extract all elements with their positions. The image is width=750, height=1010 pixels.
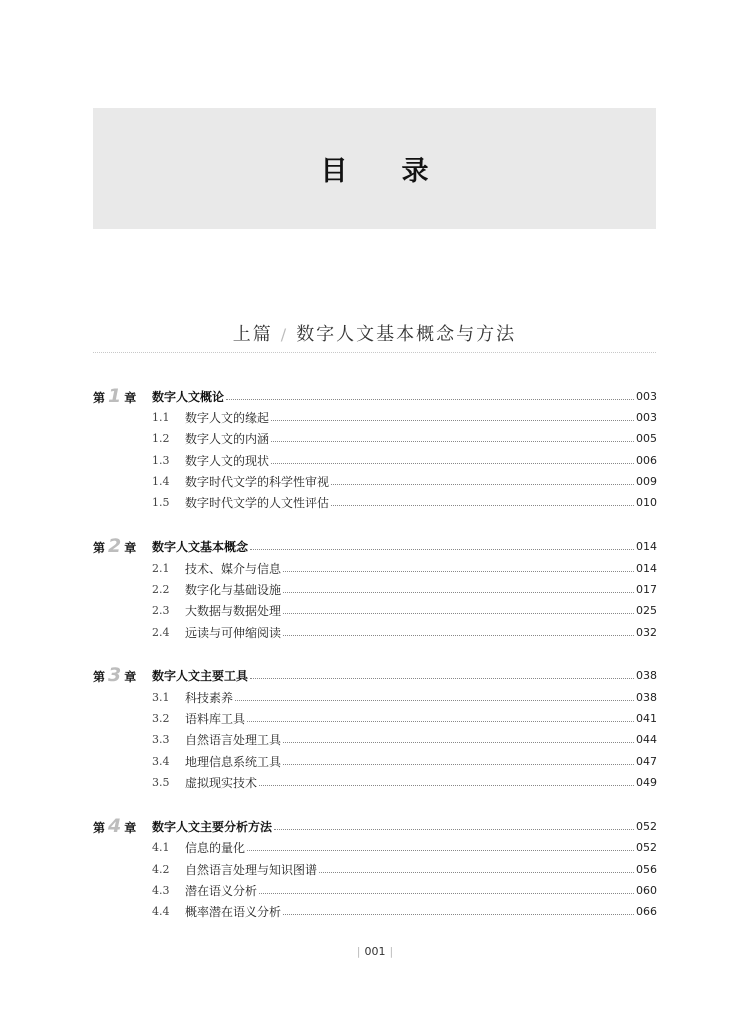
- section-title: 大数据与数据处理: [185, 604, 282, 619]
- chapter-label: 第 1 章: [93, 384, 137, 407]
- section-entry[interactable]: [93, 428, 656, 449]
- chapter-2: [93, 535, 656, 642]
- page-number: 066: [636, 905, 657, 919]
- chapter-label: 第 3 章: [93, 664, 137, 687]
- leader-dots: [283, 914, 634, 915]
- section-title: 数字人文的内涵: [185, 432, 270, 447]
- page-number: 047: [636, 754, 657, 768]
- chapter-title: 数字人文概论: [152, 389, 225, 404]
- leader-dots: [226, 399, 634, 400]
- section-title: 技术、媒介与信息: [185, 561, 282, 576]
- section-title: 概率潜在语义分析: [185, 905, 282, 920]
- page-number: 038: [636, 669, 657, 683]
- section-number: 1.3: [152, 453, 170, 467]
- chapter-label: 第 4 章: [93, 814, 137, 837]
- section-title: 虚拟现实技术: [185, 776, 258, 790]
- chapter-number: 4: [108, 814, 122, 837]
- section-entry[interactable]: [93, 880, 656, 901]
- chapter-label: 第 2 章: [93, 534, 137, 557]
- section-title: 地理信息系统工具: [185, 754, 282, 769]
- leader-dots: [271, 420, 634, 421]
- section-number: 3.4: [152, 754, 170, 768]
- section-title: 自然语言处理与知识图谱: [185, 862, 318, 877]
- chapter-title: 数字人文主要分析方法: [152, 819, 273, 834]
- page-number: 038: [636, 690, 657, 704]
- page-number: 052: [636, 819, 657, 833]
- section-title: 信息的量化: [185, 841, 246, 856]
- section-number: 3.5: [152, 776, 170, 789]
- leader-dots: [250, 678, 634, 679]
- page-number: 014: [636, 539, 657, 553]
- section-number: 1.1: [152, 411, 170, 425]
- chapter-number: 2: [108, 534, 122, 557]
- chapter-title: 数字人文基本概念: [152, 539, 249, 554]
- chapter-title: 数字人文主要工具: [152, 669, 249, 684]
- section-title: 自然语言处理工具: [185, 733, 282, 748]
- footer-rule-left: |: [356, 945, 361, 958]
- part-divider: [93, 352, 656, 353]
- page-number: 005: [636, 432, 657, 446]
- leader-dots: [247, 721, 634, 722]
- chapter-4: [93, 815, 656, 922]
- leader-dots: [235, 700, 634, 701]
- section-number: 1.5: [152, 496, 170, 510]
- section-number: 4.2: [152, 862, 170, 876]
- section-entry[interactable]: [93, 729, 656, 750]
- leader-dots: [283, 613, 634, 614]
- leader-dots: [271, 463, 634, 464]
- chapter-number: 1: [108, 384, 122, 407]
- section-number: 3.3: [152, 733, 170, 747]
- section-number: 2.4: [152, 625, 170, 639]
- section-title: 语料库工具: [185, 712, 246, 727]
- leader-dots: [331, 505, 634, 506]
- part-heading: [93, 320, 656, 346]
- chapter-1: [93, 385, 656, 513]
- leader-dots: [247, 850, 634, 851]
- section-entry[interactable]: [93, 772, 656, 793]
- section-title: 数字人文的现状: [185, 453, 270, 468]
- section-entry[interactable]: [93, 621, 656, 642]
- section-title: 数字时代文学的人文性评估: [185, 496, 330, 511]
- page-number: 032: [636, 625, 657, 639]
- page-number: 052: [636, 841, 657, 855]
- leader-dots: [331, 484, 634, 485]
- page-number: 003: [636, 411, 657, 425]
- part-label: 上篇: [232, 324, 273, 345]
- page-footer: [0, 945, 750, 958]
- page-number: 056: [636, 862, 657, 876]
- page-number: 060: [636, 883, 657, 897]
- leader-dots: [283, 592, 634, 593]
- chapter-entry[interactable]: [93, 535, 656, 557]
- chapter-3: [93, 665, 656, 793]
- leader-dots: [283, 764, 634, 765]
- page-number: 049: [636, 776, 657, 789]
- section-title: 科技素养: [185, 690, 234, 705]
- section-entry[interactable]: [93, 858, 656, 879]
- section-number: 2.1: [152, 561, 170, 575]
- section-number: 4.3: [152, 883, 170, 897]
- section-entry[interactable]: [93, 901, 656, 922]
- section-entry[interactable]: [93, 450, 656, 471]
- page-number: 014: [636, 561, 657, 575]
- section-title: 数字化与基础设施: [185, 582, 282, 597]
- section-entry[interactable]: [93, 557, 656, 578]
- section-title: 潜在语义分析: [185, 883, 258, 898]
- section-entry[interactable]: [93, 837, 656, 858]
- leader-dots: [250, 549, 634, 550]
- footer-rule-right: |: [389, 945, 394, 958]
- section-entry[interactable]: [93, 751, 656, 772]
- leader-dots: [271, 441, 634, 442]
- section-title: 数字人文的缘起: [185, 411, 270, 426]
- page-number: 009: [636, 475, 657, 489]
- section-entry[interactable]: [93, 492, 656, 513]
- chapter-entry[interactable]: [93, 665, 656, 687]
- leader-dots: [274, 829, 634, 830]
- page-number: 025: [636, 604, 657, 618]
- section-entry[interactable]: [93, 579, 656, 600]
- leader-dots: [259, 893, 634, 894]
- title-band: [93, 108, 656, 229]
- page-number: 044: [636, 733, 657, 747]
- part-title: 数字人文基本概念与方法: [296, 324, 517, 345]
- section-number: 2.3: [152, 604, 170, 618]
- section-number: 3.2: [152, 712, 170, 726]
- section-number: 1.2: [152, 432, 170, 446]
- table-of-contents: [93, 385, 656, 944]
- section-entry[interactable]: [93, 471, 656, 492]
- page-number: 010: [636, 496, 657, 510]
- section-number: 3.1: [152, 690, 170, 704]
- section-number: 1.4: [152, 475, 170, 489]
- page-number: 017: [636, 582, 657, 596]
- section-number: 2.2: [152, 582, 170, 596]
- part-separator: /: [280, 325, 289, 344]
- section-entry[interactable]: [93, 600, 656, 621]
- section-number: 4.4: [152, 905, 170, 919]
- page-title: 目 录: [320, 156, 429, 187]
- section-number: 4.1: [152, 841, 170, 855]
- leader-dots: [283, 742, 634, 743]
- leader-dots: [319, 872, 634, 873]
- leader-dots: [283, 635, 634, 636]
- page-number: 006: [636, 453, 657, 467]
- section-entry[interactable]: [93, 407, 656, 428]
- leader-dots: [259, 785, 634, 786]
- page-number: 041: [636, 712, 657, 726]
- section-title: 远读与可伸缩阅读: [185, 625, 282, 640]
- page-number: 003: [636, 389, 657, 403]
- section-entry[interactable]: [93, 708, 656, 729]
- section-entry[interactable]: [93, 687, 656, 708]
- chapter-number: 3: [108, 664, 122, 687]
- chapter-entry[interactable]: [93, 815, 656, 837]
- footer-page-number: 001: [364, 945, 386, 958]
- section-title: 数字时代文学的科学性审视: [185, 475, 330, 490]
- leader-dots: [283, 571, 634, 572]
- chapter-entry[interactable]: [93, 385, 656, 407]
